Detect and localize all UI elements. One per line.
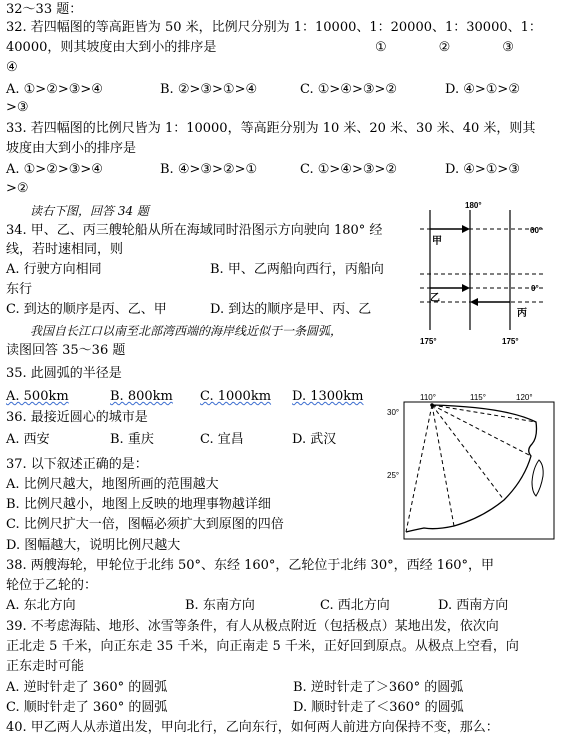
q39-stem-cont: 正北走 5 千米，向正东走 35 千米，向正南走 5 千米，正好回到原点。从极点上空看，向 [6, 639, 519, 654]
q32-option-c: C. ①>④>③>② [300, 82, 398, 97]
q34-stem-cont: 线，若时速相同，则 [6, 242, 124, 257]
q33-option-a: A. ①>②>③>④ [6, 162, 103, 177]
label-lon-180: 180° [465, 201, 482, 210]
section-heading: 32～33 题： [6, 2, 83, 17]
q35-option-a: A. 500km [6, 389, 69, 404]
q34-stem: 34. 甲、乙、丙三艘轮船从所在海域同时沿图示方向驶向 180° 经 [6, 223, 383, 238]
q32-stem-cont: 40000，则其坡度由大到小的排序是 [6, 40, 217, 55]
q39-option-d: D. 顺时针走了＜360° 的圆弧 [293, 700, 464, 715]
q38-option-d: D. 西南方向 [438, 598, 509, 613]
q34-option-b-cont: 东行 [6, 282, 33, 297]
label-lon-115: 115° [470, 393, 486, 402]
q38-option-a: A. 东北方向 [6, 598, 76, 613]
q39-option-c: C. 顺时针走了 360° 的圆弧 [6, 700, 168, 715]
label-ship-a: 甲 [432, 236, 442, 247]
q39-option-b: B. 逆时针走了＞360° 的圆弧 [293, 680, 464, 695]
q34-option-c: C. 到达的顺序是丙、乙、甲 [6, 302, 167, 317]
q35-intro: 我国自长江口以南至北部湾西端的海岸线近似于一条圆弧， [30, 324, 343, 338]
label-lon-175-left: 175° [420, 337, 437, 346]
label-lon-110: 110° [420, 393, 436, 402]
q33-option-d-cont: >② [6, 181, 29, 196]
map-frame [404, 402, 554, 539]
q33-stem-cont: 坡度由大到小的排序是 [6, 141, 137, 156]
route-b-arrow [462, 284, 470, 292]
q38-stem: 38. 两艘海轮，甲轮位于北纬 50°、东经 160°，乙轮位于北纬 30°，西经 160°，甲 [6, 558, 495, 573]
q34-instruction: 读右下图，回答 34 题 [30, 204, 149, 218]
q33-stem: 33. 若四幅图的比例尺皆为 1：10000，等高距分别为 10 米、20 米、30 米、40 米，则其 [6, 121, 536, 136]
q37-option-d: D. 图幅越大，说明比例尺越大 [6, 538, 181, 553]
route-a-arrow [462, 225, 470, 233]
q36-option-c: C. 宜昌 [200, 432, 244, 447]
q36-stem: 36. 最接近圆心的城市是 [6, 410, 148, 425]
q37-option-c: C. 比例尺扩大一倍，图幅必须扩大到原图的四倍 [6, 517, 284, 532]
q35-stem: 35. 此圆弧的半径是 [6, 366, 122, 381]
q35-option-d: D. 1300km [292, 389, 364, 404]
route-c-arrow [470, 298, 478, 306]
radius-line [432, 405, 454, 526]
label-lat-30: 30° [387, 408, 400, 417]
q38-option-b: B. 东南方向 [185, 598, 255, 613]
q32-option-b: B. ②>③>①>④ [160, 82, 258, 97]
q37-option-b: B. 比例尺越小，地图上反映的地理事物越详细 [6, 497, 271, 512]
q37-option-a: A. 比例尺越大，地图所画的范围越大 [6, 477, 219, 492]
q34-option-a: A. 行驶方向相同 [6, 262, 102, 277]
q40-stem: 40. 甲乙两人从赤道出发，甲向北行，乙向东行，如何两人前进方向保持不变，那么： [6, 720, 499, 735]
q38-stem-cont: 轮位于乙轮的： [6, 578, 98, 593]
q32-figure-labels: ① ② ③ [375, 40, 514, 55]
label-ship-b: 乙 [430, 293, 440, 304]
q37-stem: 37. 以下叙述正确的是： [6, 457, 148, 472]
arc-center-point [430, 403, 434, 407]
q33-option-b: B. ④>③>②>① [160, 162, 258, 177]
q39-stem: 39. 不考虑海陆、地形、冰雪等条件，有人从极点附近（包括极点）某地出发，依次向 [6, 619, 499, 634]
label-lat-25: 25° [387, 471, 400, 480]
radius-lines [406, 405, 536, 532]
q36-option-a: A. 西安 [6, 432, 50, 447]
label-lat-60: 60° [530, 226, 543, 235]
q32-option-a: A. ①>②>③>④ [6, 82, 103, 97]
q34-option-b: B. 甲、乙两船向西行，丙船向 [210, 262, 384, 277]
label-ship-c: 丙 [517, 308, 527, 319]
q32-stem: 32. 若四幅图的等高距皆为 50 米，比例尺分别为 1：10000、1：20000、1：30000、1： [6, 20, 542, 35]
label-lon-175-right: 175° [502, 337, 519, 346]
q32-option-d-cont: >③ [6, 100, 29, 115]
q32-figure-label-4: ④ [6, 60, 18, 75]
q34-option-d: D. 到达的顺序是甲、丙、乙 [210, 302, 372, 317]
label-lon-120: 120° [516, 393, 533, 402]
q33-option-d: D. ④>①>③ [445, 162, 520, 177]
q33-option-c: C. ①>④>③>② [300, 162, 398, 177]
q36-option-d: D. 武汉 [292, 432, 337, 447]
q35-option-b: B. 800km [110, 389, 173, 404]
radius-line [432, 405, 504, 500]
coastline [406, 405, 537, 532]
q36-option-b: B. 重庆 [110, 432, 154, 447]
label-lat-0: 0° [531, 284, 539, 293]
q38-option-c: C. 西北方向 [320, 598, 390, 613]
q35-instruction: 读图回答 35～36 题 [6, 343, 126, 358]
ship-route-figure [418, 198, 558, 353]
coastline-arc-figure [386, 392, 556, 542]
q39-option-a: A. 逆时针走了 360° 的圆弧 [6, 680, 168, 695]
q35-option-c: C. 1000km [200, 389, 272, 404]
q32-option-d: D. ④>①>② [445, 82, 520, 97]
radius-line [406, 405, 432, 532]
taiwan-island [532, 460, 543, 496]
q39-stem-cont2: 正东走时可能 [6, 659, 85, 674]
